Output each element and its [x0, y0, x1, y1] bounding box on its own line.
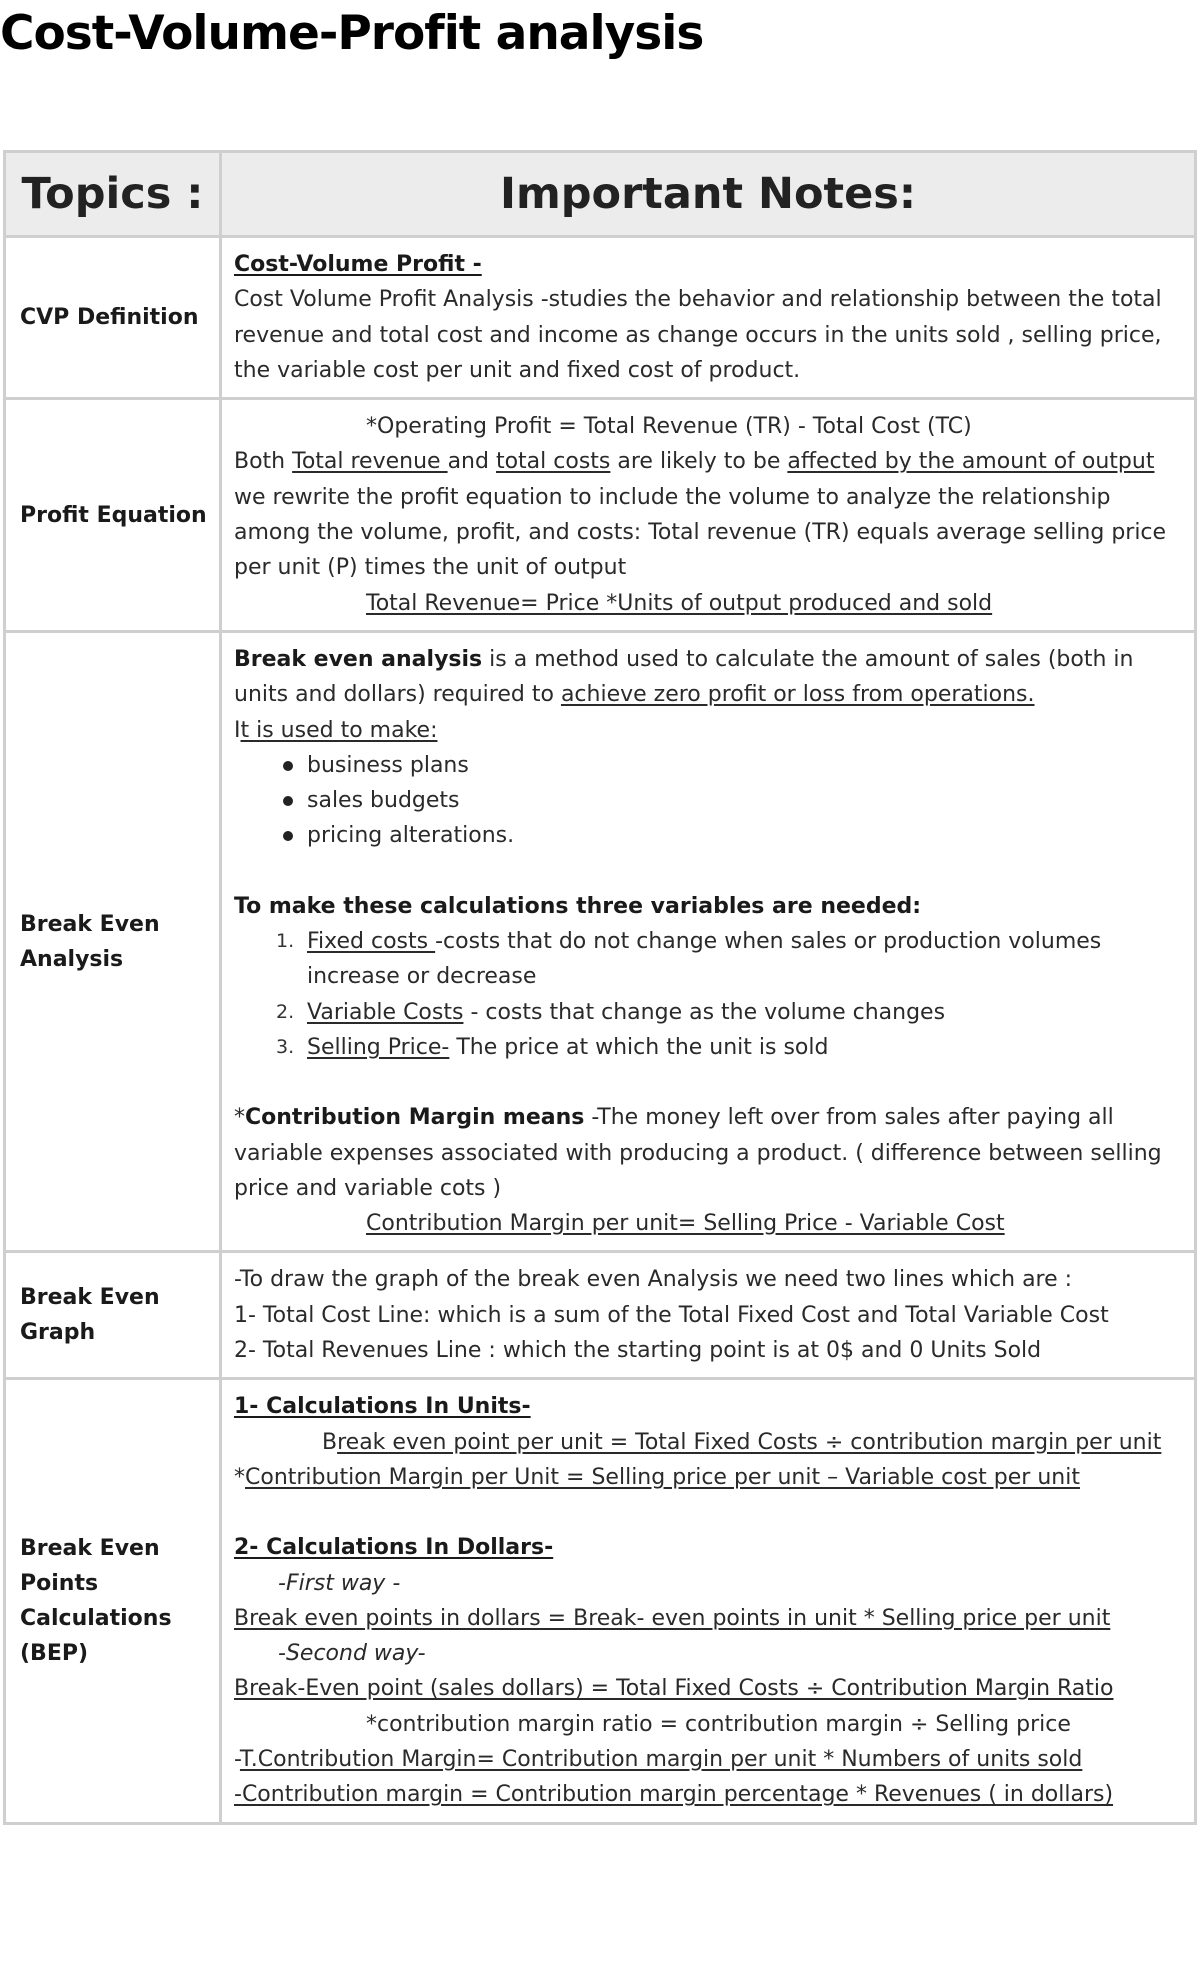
total-revenue-formula: Total Revenue= Price *Units of output produced and sold: [366, 590, 993, 616]
cm-unit-line: [234, 1460, 1184, 1495]
topic-cell: Profit Equation: [5, 399, 221, 632]
tcm-line: [234, 1742, 1184, 1777]
bullet-icon: [283, 831, 293, 841]
cvp-text: Cost Volume Profit Analysis -studies the behavior and relationship between the total revenue and total cost and income as change occurs in the units sold , selling price, the variable cost per unit and fixed cost of product.: [234, 287, 1162, 383]
text-span: are likely to be: [610, 449, 788, 475]
topic-cell: CVP Definition: [5, 237, 221, 399]
topic-cell: Break Even Analysis: [5, 631, 221, 1251]
bullet-icon: [283, 796, 293, 806]
variables-heading: To make these calculations three variables are needed:: [234, 893, 922, 919]
text-span: and: [447, 449, 496, 475]
list-number: 3.: [276, 1035, 295, 1058]
bea-used-for: [234, 713, 1184, 748]
cm-ratio-line: *contribution margin ratio = contribution margin ÷ Selling price: [366, 1711, 1071, 1737]
list-number: 1.: [276, 930, 295, 953]
bea-lead: [234, 642, 1184, 713]
topics-header: Topics :: [5, 152, 221, 237]
list-item-text: pricing alterations.: [307, 823, 515, 849]
list-item: [234, 818, 1184, 853]
text-span: -The money left over from sales after paying all variable expenses associated with producing a product. ( difference between selling price and variable cots ): [234, 1105, 1162, 1201]
spacer: [234, 854, 1184, 889]
text-span: affected by the amount of output: [787, 449, 1155, 475]
notes-table: [3, 150, 1197, 1825]
topic-cell: Break Even Points Calculations (BEP): [5, 1379, 221, 1823]
text-span: Break even analysis: [234, 646, 483, 672]
text-span: *: [234, 1105, 245, 1131]
table-row-bep-calculations: [5, 1379, 1196, 1823]
list-item: [234, 995, 1184, 1030]
list-number: 2.: [276, 1000, 295, 1023]
text-span: achieve zero profit or loss from operations.: [560, 682, 1035, 708]
text-span: Contribution Margin means: [245, 1105, 585, 1131]
text-span: B: [322, 1429, 338, 1455]
text-span: T.Contribution Margin= Contribution margin per unit * Numbers of units sold: [239, 1746, 1083, 1772]
text-span: I: [234, 717, 241, 743]
variable-desc: -costs that do not change when sales or production volumes increase or decrease: [307, 929, 1102, 990]
variable-term: Variable Costs: [307, 999, 464, 1025]
first-way-label: -First way -: [278, 1570, 401, 1596]
text-span: reak even point per unit = Total Fixed Costs ÷ contribution margin per unit: [337, 1429, 1162, 1455]
page-title: Cost-Volume-Profit analysis: [0, 6, 704, 61]
second-way-label: -Second way-: [278, 1641, 426, 1667]
variable-term: Fixed costs: [307, 929, 436, 955]
cvp-heading: Cost-Volume Profit -: [234, 252, 482, 277]
profit-both-line: [234, 444, 1184, 479]
note-cell: [221, 631, 1196, 1251]
text-span: -: [234, 1746, 240, 1772]
profit-rewrite-text: we rewrite the profit equation to include the volume to analyze the relationship among the volume, profit, and costs: Total revenue (TR) equals average selling price per unit (P) times the unit of output: [234, 484, 1167, 581]
text-span: t is used to make:: [240, 717, 438, 743]
cm-percentage-line: -Contribution margin = Contribution margin percentage * Revenues ( in dollars): [234, 1782, 1114, 1808]
note-cell: [221, 237, 1196, 399]
text-span: total costs: [495, 449, 611, 475]
operating-profit-formula: *Operating Profit = Total Revenue (TR) - Total Cost (TC): [366, 414, 972, 440]
list-item-text: business plans: [307, 752, 469, 778]
list-item: [234, 748, 1184, 783]
text-span: Both: [234, 449, 293, 475]
spacer: [234, 1495, 1184, 1530]
list-item: [234, 783, 1184, 818]
list-item: [234, 924, 1184, 995]
table-row-break-even-graph: [5, 1252, 1196, 1379]
text-span: is a method used to calculate the amount of sales (both in units and dollars) required to: [234, 646, 1134, 708]
text-span: Contribution Margin per Unit = Selling price per unit – Variable cost per unit: [245, 1464, 1080, 1490]
first-way-formula: Break even points in dollars = Break- even points in unit * Selling price per unit: [234, 1605, 1111, 1631]
text-span: *: [234, 1464, 245, 1490]
table-row-cvp-definition: [5, 237, 1196, 399]
text-span: Total revenue: [292, 449, 448, 475]
units-heading: 1- Calculations In Units-: [234, 1394, 531, 1420]
note-cell: [221, 1379, 1196, 1823]
note-cell: [221, 399, 1196, 632]
graph-line: 2- Total Revenues Line : which the starting point is at 0$ and 0 Units Sold: [234, 1338, 1042, 1364]
units-formula-line: [234, 1425, 1184, 1460]
variables-list: [234, 924, 1184, 1065]
contribution-margin-formula: Contribution Margin per unit= Selling Price - Variable Cost: [366, 1211, 1005, 1237]
bea-uses-list: [234, 748, 1184, 854]
bullet-icon: [283, 761, 293, 771]
spacer: [234, 1065, 1184, 1100]
dollars-heading: 2- Calculations In Dollars-: [234, 1535, 554, 1561]
topic-cell: Break Even Graph: [5, 1252, 221, 1379]
table-row-profit-equation: [5, 399, 1196, 632]
variable-desc: - costs that change as the volume changes: [463, 999, 946, 1025]
contribution-margin-definition: [234, 1100, 1184, 1206]
variable-term: Selling Price-: [307, 1034, 450, 1060]
second-way-formula: Break-Even point (sales dollars) = Total Fixed Costs ÷ Contribution Margin Ratio: [234, 1676, 1114, 1702]
list-item-text: sales budgets: [307, 788, 460, 814]
note-cell: [221, 1252, 1196, 1379]
variable-desc: The price at which the unit is sold: [449, 1034, 829, 1060]
table-row-break-even-analysis: [5, 631, 1196, 1251]
list-item: [234, 1030, 1184, 1065]
graph-line: 1- Total Cost Line: which is a sum of the Total Fixed Cost and Total Variable Cost: [234, 1302, 1109, 1328]
notes-header: Important Notes:: [221, 152, 1196, 237]
graph-line: -To draw the graph of the break even Analysis we need two lines which are :: [234, 1267, 1073, 1293]
table-header-row: [5, 152, 1196, 237]
